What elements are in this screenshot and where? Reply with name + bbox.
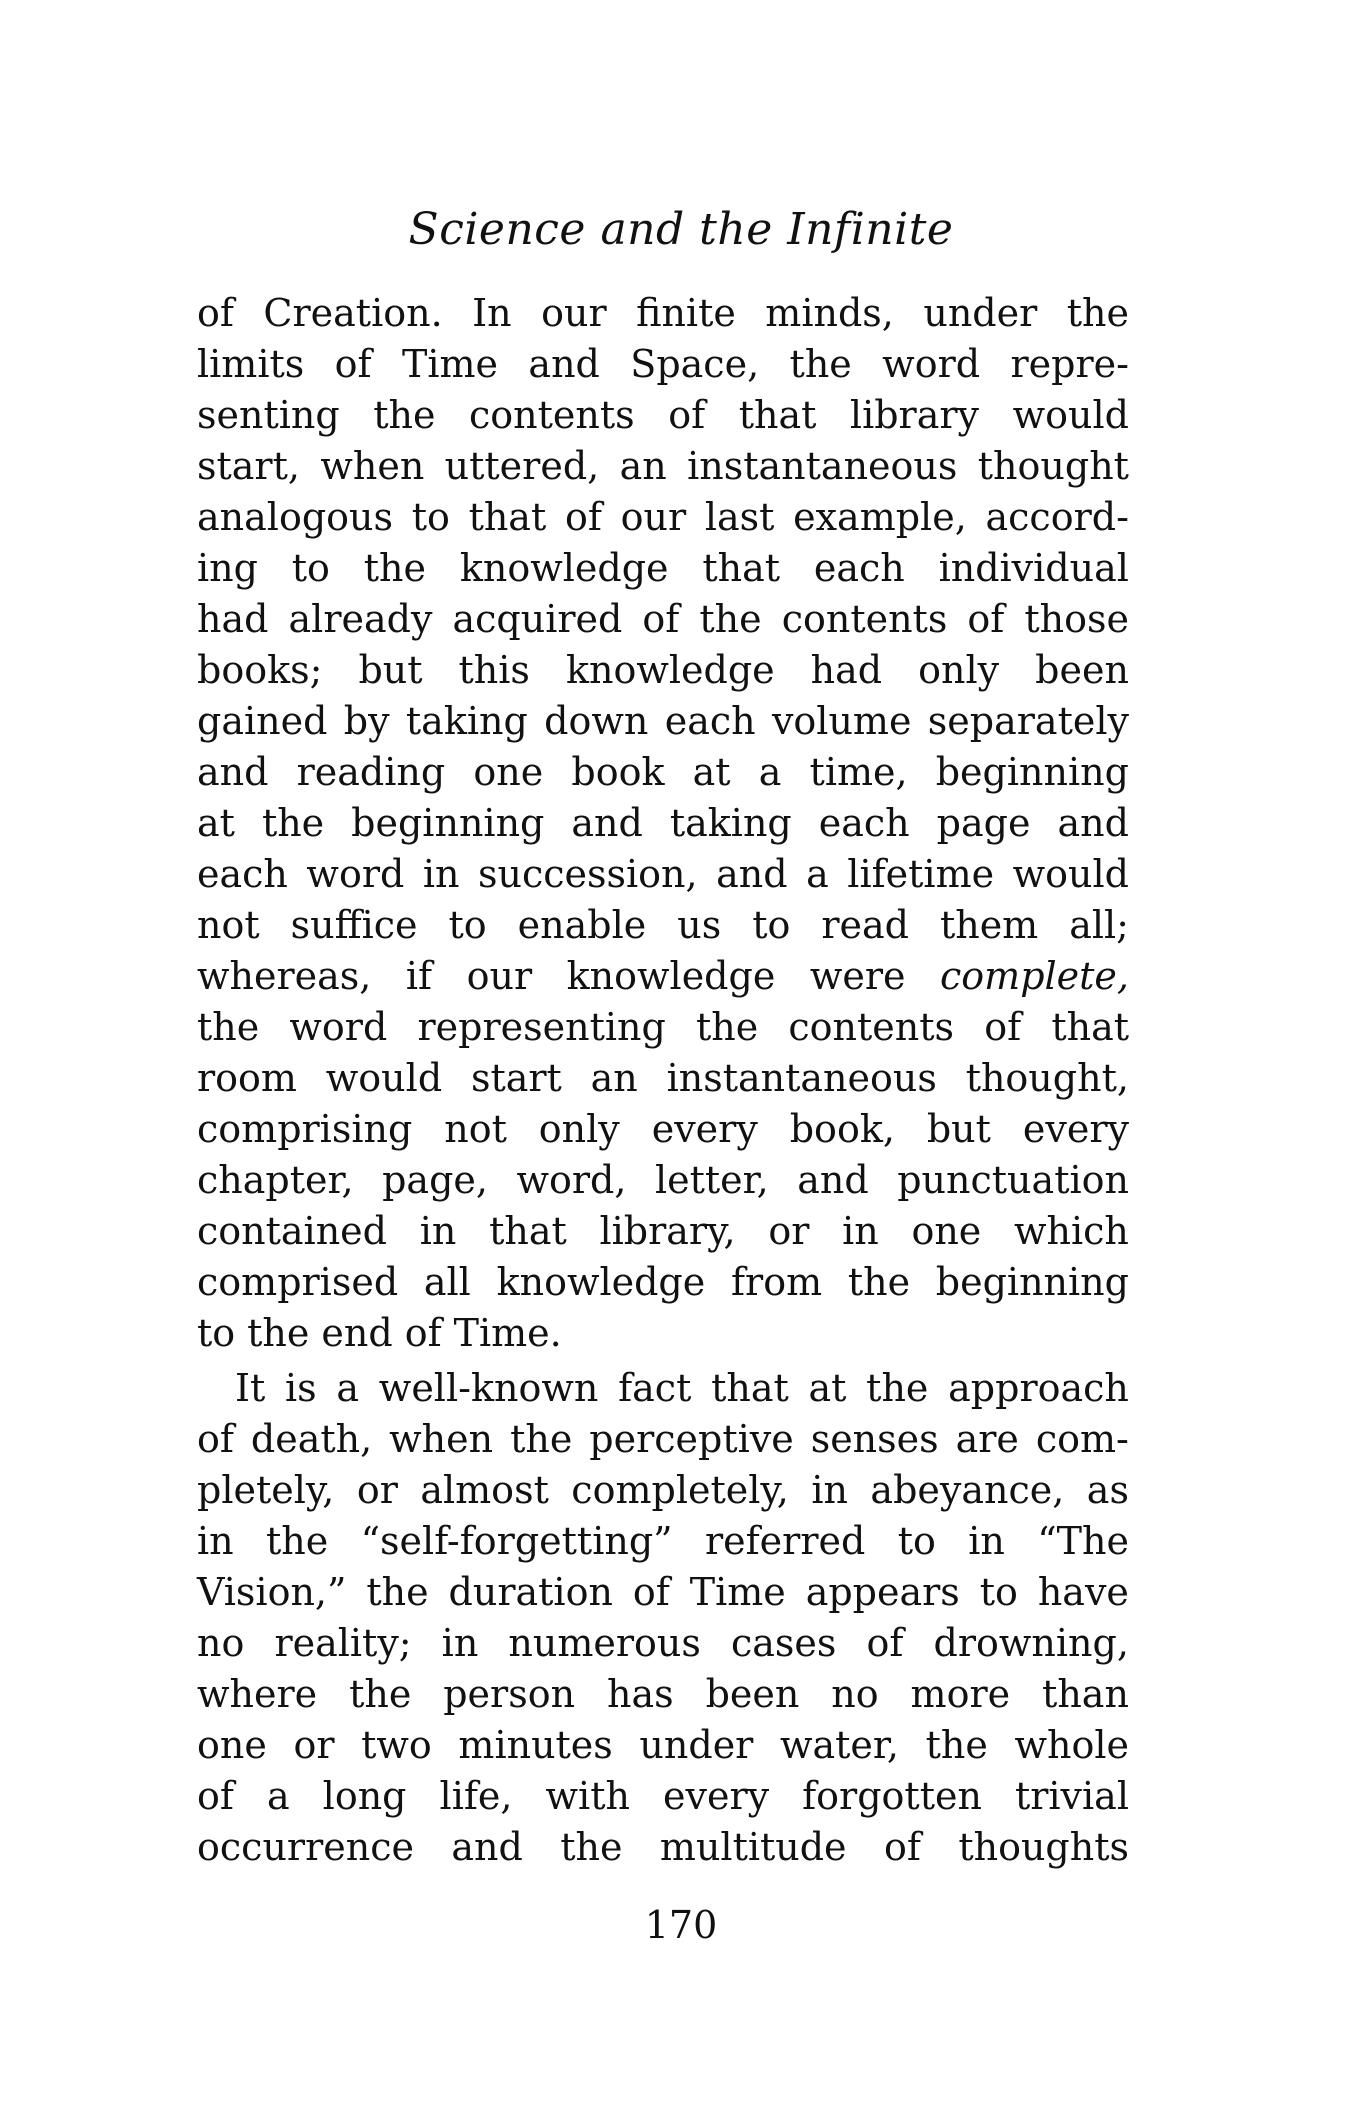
text-line: chapter, page, word, letter, and punctuation [197, 1158, 1129, 1202]
text-line: occurrence and the multitude of thoughts [197, 1825, 1129, 1869]
text-line: had already acquired of the contents of those [197, 597, 1129, 641]
text-line: each word in succession, and a lifetime would [197, 852, 1129, 896]
text-line: in the “self-forgetting” referred to in “The [197, 1519, 1129, 1563]
text-line: comprising not only every book, but every [197, 1107, 1129, 1151]
text-line: comprised all knowledge from the beginning [197, 1260, 1129, 1304]
text-line: analogous to that of our last example, accord- [197, 495, 1129, 539]
text-line: It is a well-known fact that at the approach [235, 1366, 1129, 1410]
text-line: and reading one book at a time, beginning [197, 750, 1129, 794]
paragraph [197, 288, 1129, 1359]
text-line: whereas, if our knowledge were complete, [197, 954, 1129, 998]
page-number: 170 [644, 1903, 718, 1947]
text-line: gained by taking down each volume separately [197, 699, 1129, 743]
text-line: of death, when the perceptive senses are com- [197, 1417, 1129, 1461]
text-line: of a long life, with every forgotten trivial [197, 1774, 1129, 1818]
text-line: the word representing the contents of that [197, 1005, 1129, 1049]
text-line: at the beginning and taking each page and [197, 801, 1129, 845]
text-line: of Creation. In our finite minds, under the [197, 291, 1129, 335]
text-line: ing to the knowledge that each individual [197, 546, 1129, 590]
running-head: Science and the Infinite [408, 204, 954, 255]
body-text [197, 288, 1129, 1873]
text-line: contained in that library, or in one which [197, 1209, 1129, 1253]
text-line: not suffice to enable us to read them all; [197, 903, 1129, 947]
text-line: room would start an instantaneous thought, [197, 1056, 1129, 1100]
paragraph [197, 1363, 1129, 1873]
text-line: one or two minutes under water, the whole [197, 1723, 1129, 1767]
text-line: limits of Time and Space, the word repre- [197, 342, 1129, 386]
text-line: to the end of Time. [197, 1311, 562, 1355]
text-line: books; but this knowledge had only been [197, 648, 1129, 692]
text-line: senting the contents of that library would [197, 393, 1129, 437]
text-line: pletely, or almost completely, in abeyance, as [197, 1468, 1129, 1512]
text-line: Vision,” the duration of Time appears to have [197, 1570, 1129, 1614]
text-line: where the person has been no more than [197, 1672, 1129, 1716]
text-line: no reality; in numerous cases of drowning, [197, 1621, 1129, 1665]
text-line: start, when uttered, an instantaneous thought [197, 444, 1129, 488]
